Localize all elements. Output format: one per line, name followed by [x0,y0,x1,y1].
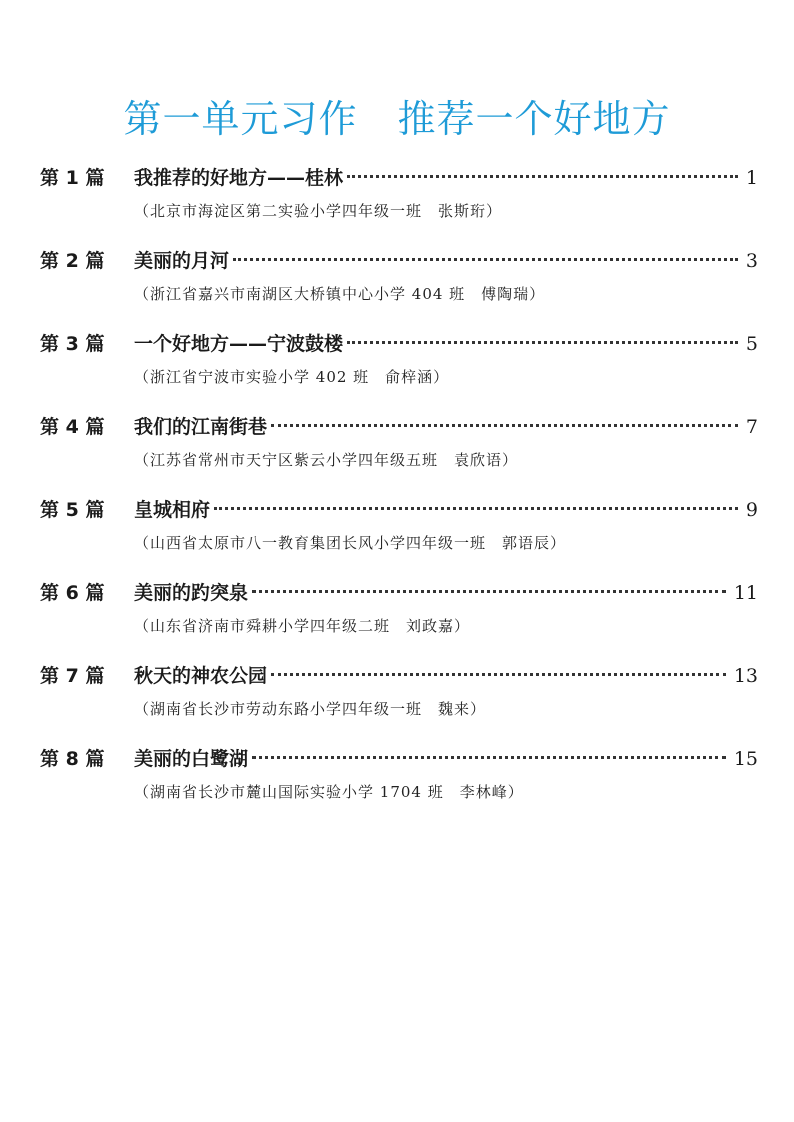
entry-number: 第 4 篇 [40,416,105,438]
toc-entry-8[interactable] [40,741,758,824]
entry-author: （北京市海淀区第二实验小学四年级一班 张斯珩） [134,202,503,220]
page-title [0,88,794,143]
entry-author: （江苏省常州市天宁区紫云小学四年级五班 袁欣语） [134,451,519,469]
entry-page-number[interactable]: 15 [733,748,758,770]
dot-leader [252,756,726,759]
dot-leader [252,590,726,593]
entry-title[interactable]: 美丽的月河 [134,250,230,272]
toc-entry-line[interactable] [40,243,758,279]
dot-leader [233,258,738,261]
table-of-contents [40,160,758,824]
entry-author: （湖南省长沙市麓山国际实验小学 1704 班 李林峰） [134,783,524,801]
entry-number: 第 7 篇 [40,665,105,687]
toc-entry-2[interactable] [40,243,758,326]
entry-number: 第 1 篇 [40,167,105,189]
dot-leader [347,175,738,178]
toc-entry-6[interactable] [40,575,758,658]
entry-page-number[interactable]: 7 [745,416,758,438]
entry-title[interactable]: 美丽的趵突泉 [134,582,249,604]
toc-entry-line[interactable] [40,658,758,694]
toc-entry-4[interactable] [40,409,758,492]
toc-entry-line[interactable] [40,741,758,777]
entry-author: （湖南省长沙市劳动东路小学四年级一班 魏来） [134,700,487,718]
toc-entry-line[interactable] [40,160,758,196]
entry-title[interactable]: 一个好地方——宁波鼓楼 [134,333,344,355]
toc-entry-line[interactable] [40,575,758,611]
toc-entry-5[interactable] [40,492,758,575]
title-topic: 推荐一个好地方 [397,97,671,141]
dot-leader [347,341,738,344]
entry-number: 第 5 篇 [40,499,105,521]
toc-entry-line[interactable] [40,492,758,528]
toc-entry-3[interactable] [40,326,758,409]
entry-page-number[interactable]: 13 [733,665,758,687]
dot-leader [271,673,726,676]
toc-entry-7[interactable] [40,658,758,741]
entry-author: （山西省太原市八一教育集团长风小学四年级一班 郭语辰） [134,534,567,552]
entry-page-number[interactable]: 9 [745,499,758,521]
dot-leader [214,507,738,510]
entry-number: 第 8 篇 [40,748,105,770]
dot-leader [271,424,738,427]
entry-author: （浙江省嘉兴市南湖区大桥镇中心小学 404 班 傅陶瑞） [134,285,546,303]
toc-entry-1[interactable] [40,160,758,243]
entry-page-number[interactable]: 11 [733,582,758,604]
entry-number: 第 3 篇 [40,333,105,355]
entry-number: 第 2 篇 [40,250,105,272]
entry-number: 第 6 篇 [40,582,105,604]
entry-author: （浙江省宁波市实验小学 402 班 俞梓涵） [134,368,450,386]
entry-title[interactable]: 秋天的神农公园 [134,665,268,687]
entry-page-number[interactable]: 3 [745,250,758,272]
toc-entry-line[interactable] [40,326,758,362]
entry-title[interactable]: 我推荐的好地方——桂林 [134,167,344,189]
entry-title[interactable]: 美丽的白鹭湖 [134,748,249,770]
title-unit: 第一单元习作 [123,97,358,141]
entry-title[interactable]: 皇城相府 [134,499,211,521]
entry-title[interactable]: 我们的江南街巷 [134,416,268,438]
entry-page-number[interactable]: 1 [745,167,758,189]
entry-author: （山东省济南市舜耕小学四年级二班 刘政嘉） [134,617,471,635]
entry-page-number[interactable]: 5 [745,333,758,355]
toc-entry-line[interactable] [40,409,758,445]
